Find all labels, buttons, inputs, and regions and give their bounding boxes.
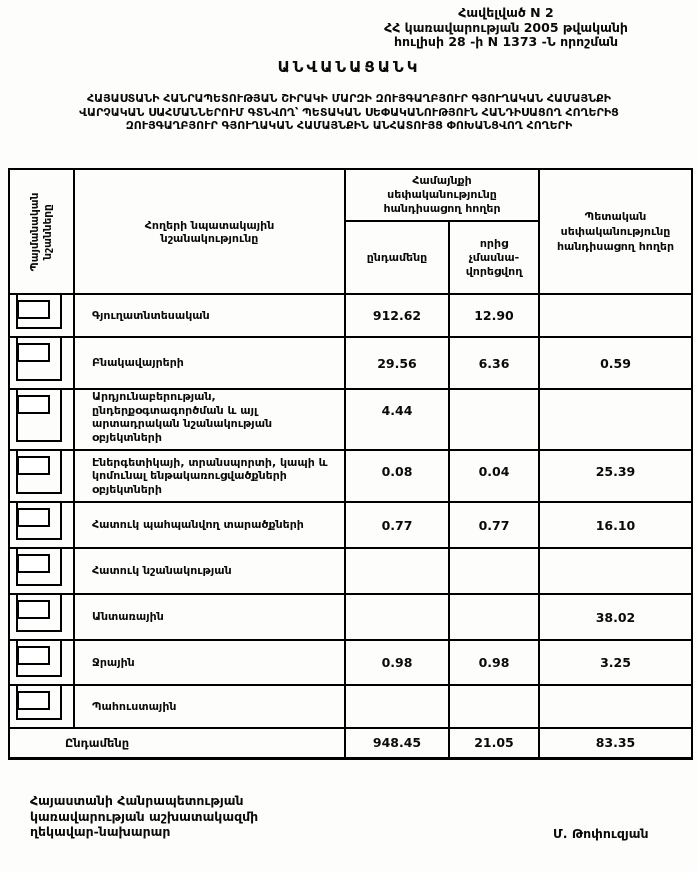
legend-box-icon	[17, 508, 50, 527]
row-label: Ջրային	[74, 640, 345, 685]
total-nonprivatizable: 21.05	[449, 728, 539, 758]
table-row	[9, 594, 692, 640]
header-conditional-signs-label: Պայմանական նշանները	[28, 192, 54, 271]
sign-cell	[9, 337, 74, 389]
land-table-container	[8, 168, 693, 760]
subtitle-line-2: ՎԱՐՉԱԿԱՆ ՍԱՀՄԱՆՆԵՐՈՒՄ ԳՏՆՎՈՂ՝ ՊԵՏԱԿԱՆ ՍԵՓԱԿԱՆՈՒԹՅՈՒՆ ՀԱՆԴԻՍԱՑՈՂ ՀՈՂԵՐԻՑ	[79, 105, 619, 119]
sign-cell	[9, 389, 74, 450]
table-row	[9, 389, 692, 450]
cell-nonprivatizable	[449, 548, 539, 594]
row-label: Հատուկ պահպանվող տարածքների	[74, 502, 345, 548]
appendix-note	[322, 6, 690, 50]
subtitle-line-3: ԶՈՒՅԳԱՂԲՅՈՒՐ ԳՅՈՒՂԱԿԱՆ ՀԱՄԱՅՆՔԻՆ ԱՆՀԱՏՈՒՅՑ ՓՈԽԱՆՑՎՈՂ ՀՈՂԵՐԻ	[125, 119, 573, 132]
signatory-line-3: ղեկավար-նախարար	[30, 824, 171, 839]
header-community-nonprivatizable: որից չմասնա-վորեցվող	[449, 221, 539, 294]
row-label: Էներգետիկայի, տրանսպորտի, կապի և կոմունալ ենթակառուցվածքների օբյեկտների	[74, 450, 345, 502]
cell-state: 0.59	[539, 337, 692, 389]
table-row	[9, 548, 692, 594]
cell-nonprivatizable	[449, 389, 539, 450]
legend-box-icon	[17, 300, 50, 319]
cell-state: 25.39	[539, 450, 692, 502]
legend-box-icon	[17, 600, 50, 619]
sign-cell	[9, 685, 74, 728]
row-label: Գյուղատնտեսական	[74, 294, 345, 337]
cell-community-total: 0.98	[345, 640, 449, 685]
cell-community-total	[345, 594, 449, 640]
row-label: Անտառային	[74, 594, 345, 640]
table-row	[9, 294, 692, 337]
legend-box-icon	[17, 554, 50, 573]
table-total-row	[9, 728, 692, 758]
subtitle-line-1: ՀԱՅԱՍՏԱՆԻ ՀԱՆՐԱՊԵՏՈՒԹՅԱՆ ՇԻՐԱԿԻ ՄԱՐԶԻ ԶՈՒՅԳԱՂԲՅՈՒՐ ԳՅՈՒՂԱԿԱՆ ՀԱՄԱՅՆՔԻ	[87, 92, 611, 105]
page-title: ԱՆՎԱՆԱՑԱՆԿ	[277, 58, 421, 76]
cell-state	[539, 389, 692, 450]
cell-nonprivatizable	[449, 685, 539, 728]
table-row	[9, 337, 692, 389]
row-label: Հատուկ նշանակության	[74, 548, 345, 594]
sign-cell	[9, 548, 74, 594]
legend-box-icon	[17, 395, 50, 414]
signatory-line-2: կառավարության աշխատակազմի	[30, 808, 259, 824]
legend-box-icon	[17, 691, 50, 710]
cell-community-total	[345, 548, 449, 594]
legend-box-icon	[17, 646, 50, 665]
document-subtitle	[0, 92, 698, 133]
header-community-total: ընդամենը	[345, 221, 449, 294]
appendix-line-2: ՀՀ կառավարության 2005 թվականի	[384, 19, 628, 35]
legend-box-icon	[17, 343, 50, 362]
sign-cell	[9, 450, 74, 502]
cell-nonprivatizable: 0.77	[449, 502, 539, 548]
row-label: Պահուստային	[74, 685, 345, 728]
cell-nonprivatizable	[449, 594, 539, 640]
cell-state	[539, 294, 692, 337]
cell-community-total: 4.44	[345, 389, 449, 450]
cell-state: 16.10	[539, 502, 692, 548]
cell-community-total	[345, 685, 449, 728]
row-label: Բնակավայրերի	[74, 337, 345, 389]
table-row	[9, 502, 692, 548]
total-state: 83.35	[539, 728, 692, 758]
cell-nonprivatizable: 12.90	[449, 294, 539, 337]
sign-cell	[9, 294, 74, 337]
cell-state	[539, 548, 692, 594]
sign-cell	[9, 502, 74, 548]
signatory-name: Մ. Թոփուզյան	[553, 826, 649, 841]
cell-nonprivatizable: 0.98	[449, 640, 539, 685]
land-table	[8, 168, 693, 760]
header-community-lands-group: Համայնքի սեփականությունը հանդիսացող հողեր	[345, 169, 539, 221]
header-conditional-signs	[9, 169, 74, 294]
table-row	[9, 450, 692, 502]
cell-state: 3.25	[539, 640, 692, 685]
appendix-line-1: Հավելված N 2	[458, 5, 554, 20]
signatory-title-block	[30, 793, 258, 840]
total-community: 948.45	[345, 728, 449, 758]
cell-state: 38.02	[539, 594, 692, 640]
sign-cell	[9, 640, 74, 685]
legend-box-icon	[17, 456, 50, 475]
cell-state	[539, 685, 692, 728]
cell-nonprivatizable: 0.04	[449, 450, 539, 502]
cell-community-total: 29.56	[345, 337, 449, 389]
total-row-label: Ընդամենը	[9, 728, 345, 758]
table-row	[9, 640, 692, 685]
row-label: Արդյունաբերության, ընդերքօգտագործման և այլ արտադրական նշանակության օբյեկտների	[74, 389, 345, 450]
sign-cell	[9, 594, 74, 640]
cell-nonprivatizable: 6.36	[449, 337, 539, 389]
cell-community-total: 0.77	[345, 502, 449, 548]
header-land-designation: Հողերի նպատակային նշանակությունը	[74, 169, 345, 294]
appendix-line-3: հուլիսի 28 -ի N 1373 -Ն որոշման	[393, 34, 619, 49]
header-state-lands: Պետական սեփականությունը հանդիսացող հողեր	[539, 169, 692, 294]
cell-community-total: 912.62	[345, 294, 449, 337]
signatory-line-1: Հայաստանի Հանրապետության	[30, 793, 244, 808]
cell-community-total: 0.08	[345, 450, 449, 502]
table-row	[9, 685, 692, 728]
